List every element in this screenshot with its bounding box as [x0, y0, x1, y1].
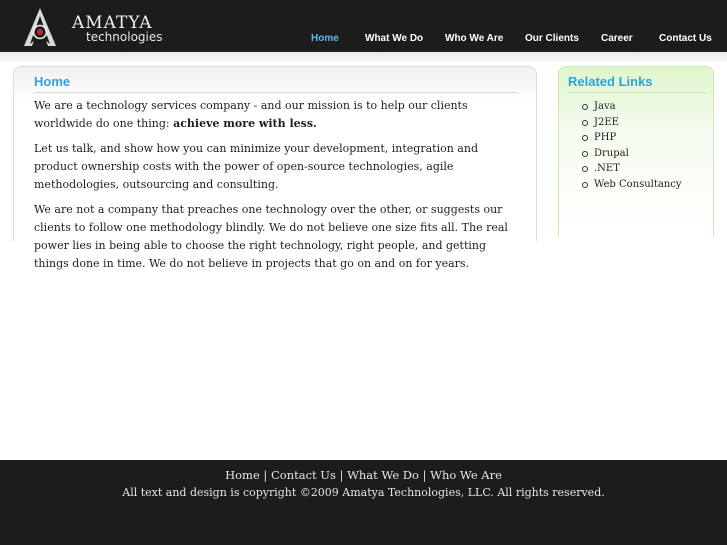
link-php[interactable]: PHP — [594, 132, 617, 143]
header-divider — [0, 52, 727, 62]
list-item — [582, 146, 682, 162]
brand-tagline: technologies — [86, 30, 163, 44]
footer-separator: | — [259, 468, 271, 482]
footer-link-who-we-are[interactable]: Who We Are — [430, 468, 502, 482]
page-title: Home — [34, 74, 71, 89]
link-j2ee[interactable]: J2EE — [594, 116, 619, 128]
footer-link-home[interactable]: Home — [225, 468, 260, 482]
brand-name: AMATYA — [72, 13, 153, 33]
title-divider — [34, 92, 518, 93]
footer-link-what-we-do[interactable]: What We Do — [347, 468, 419, 482]
copyright-notice: All text and design is copyright ©2009 Amatya Technologies, LLC. All rights reserved. — [122, 486, 605, 499]
list-item — [582, 99, 682, 115]
intro-emphasis: achieve more with less. — [173, 117, 317, 130]
site-footer — [0, 460, 727, 545]
footer-link-contact-us[interactable]: Contact Us — [270, 468, 336, 482]
services-paragraph: Let us talk, and show how you can minimize your development, integration and product ownership costs with the power of open-source technologies, agile methodologies, outsourcing and consulting. — [34, 142, 478, 191]
philosophy-paragraph: We are not a company that preaches one technology over the other, or suggests our clients to follow one methodology blindly. We do not believe one size fits all. The real power lies in being able to choose the right technology, right people, and getting things done in time. We do not believe in projects that go on and on for years. — [34, 203, 508, 270]
nav-contact-us[interactable]: Contact Us — [659, 33, 712, 44]
link-web-consultancy[interactable]: Web Consultancy — [594, 178, 682, 190]
related-links-list — [582, 99, 682, 192]
list-item — [582, 161, 682, 177]
footer-separator: | — [335, 468, 348, 482]
nav-home[interactable]: Home — [311, 33, 339, 44]
footer-nav — [0, 468, 727, 482]
sidebar-divider — [568, 92, 706, 93]
nav-who-we-are[interactable]: Who We Are — [445, 33, 504, 44]
link-dotnet[interactable]: .NET — [594, 163, 620, 174]
related-links-title: Related Links — [568, 74, 653, 89]
footer-separator: | — [418, 468, 431, 482]
intro-text: We are a technology services company - and our mission is to help our clients worldwide do one thing: — [34, 99, 468, 130]
nav-career[interactable]: Career — [601, 33, 633, 44]
nav-what-we-do[interactable]: What We Do — [365, 33, 424, 44]
list-item — [582, 177, 682, 193]
link-java[interactable]: Java — [594, 101, 616, 112]
main-body-text — [34, 97, 524, 280]
list-item — [582, 130, 682, 146]
intro-paragraph — [34, 97, 524, 133]
site-header — [0, 0, 727, 52]
main-nav — [0, 33, 727, 47]
nav-our-clients[interactable]: Our Clients — [525, 33, 579, 44]
link-drupal[interactable]: Drupal — [594, 147, 629, 159]
list-item — [582, 115, 682, 131]
